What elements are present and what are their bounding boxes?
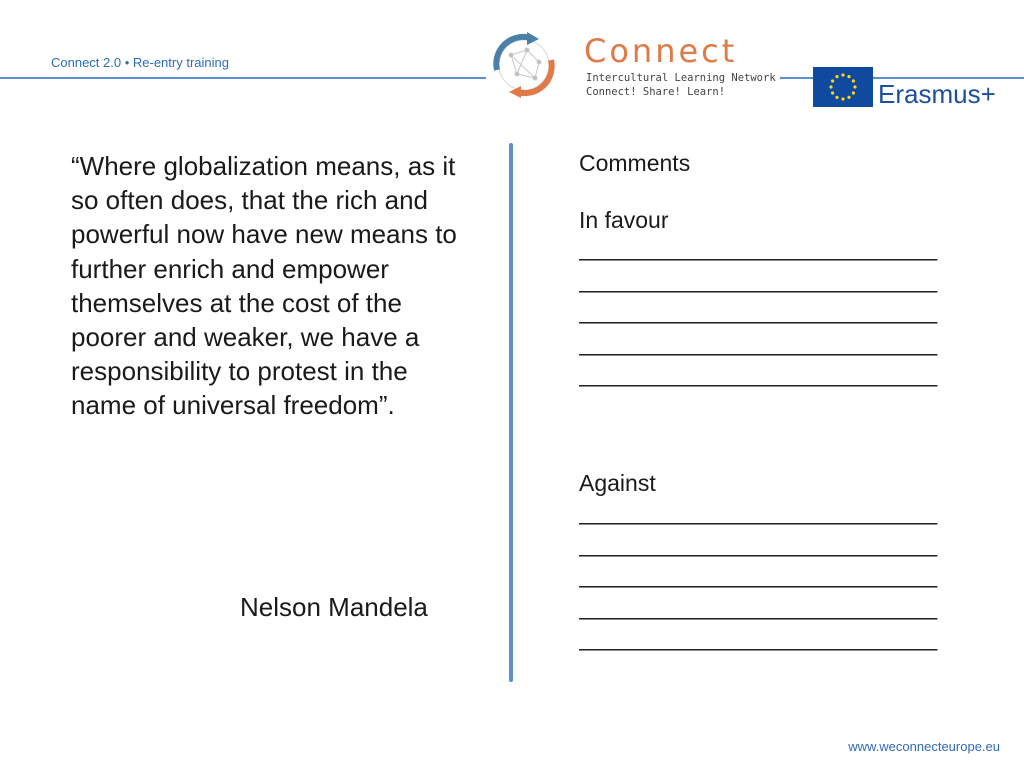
connect-tagline-line-1: Intercultural Learning Network <box>586 72 776 84</box>
answer-line: ____________________________ <box>579 562 938 588</box>
answer-line: ____________________________ <box>579 298 938 324</box>
header-course-label: Connect 2.0 • Re-entry training <box>51 55 229 70</box>
connect-logo-title: Connect <box>584 32 738 70</box>
connect-tagline-line-2: Connect! Share! Learn! <box>586 86 726 98</box>
quote-author: Nelson Mandela <box>240 592 428 622</box>
answer-line: ____________________________ <box>579 361 938 387</box>
quote-text: “Where globalization means, as it so often does, that the rich and powerful now have new means to further enrich and empower themselves at the cost of the poorer and weaker, we have a responsibility to protest in the name of universal freedom”. <box>71 151 457 421</box>
answer-line: ____________________________ <box>579 530 938 557</box>
connect-globe-icon <box>487 30 562 98</box>
answer-line: ____________________________ <box>579 625 938 651</box>
in-favour-label: In favour <box>579 207 669 233</box>
answer-line: ____________________________ <box>579 329 938 356</box>
eu-flag-icon <box>813 67 873 107</box>
connect-logo-tagline <box>586 71 776 99</box>
answer-line: ____________________________ <box>579 266 938 293</box>
erasmus-logo-text: Erasmus+ <box>878 79 996 109</box>
comments-heading: Comments <box>579 150 691 176</box>
answer-line: ____________________________ <box>579 593 938 620</box>
answer-line: ____________________________ <box>579 499 938 525</box>
against-label: Against <box>579 470 656 496</box>
footer-website-link[interactable]: www.weconnecteurope.eu <box>848 739 1000 754</box>
column-divider <box>509 143 513 682</box>
header-rule-left <box>0 77 486 79</box>
answer-line: ____________________________ <box>579 235 938 261</box>
in-favour-lines <box>579 233 979 391</box>
against-lines <box>579 497 979 655</box>
